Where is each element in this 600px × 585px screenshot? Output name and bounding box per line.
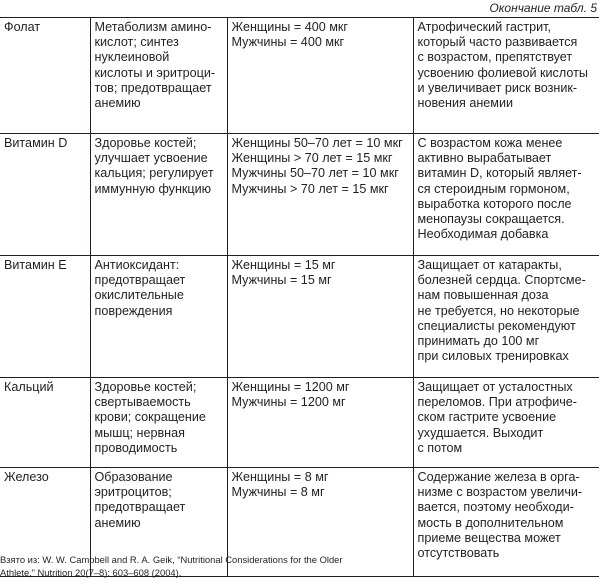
cell-note bbox=[413, 378, 599, 468]
cell-line: ся стероидным гормоном, bbox=[417, 181, 570, 196]
cell-note bbox=[413, 468, 599, 577]
cell-line: мость в дополнительном bbox=[417, 515, 564, 530]
cell-line: новения анемии bbox=[417, 96, 514, 111]
cell-line: и увеличивает риск возник- bbox=[417, 80, 578, 95]
cell-line: приеме вещества может bbox=[417, 530, 561, 545]
cell-line: Защищает от катаракты, bbox=[417, 258, 562, 272]
cell-line: окислительные bbox=[94, 288, 184, 303]
cell-line: вается, поэтому необходи- bbox=[417, 500, 574, 515]
table-row bbox=[0, 134, 599, 256]
source-line: Взято из: W. W. Campbell and R. A. Geik, “Nutritional Considerations for the Older bbox=[0, 554, 343, 565]
cell-line: менопаузы сокращается. bbox=[417, 212, 565, 227]
cell-line: предотвращает bbox=[94, 273, 186, 288]
cell-nutrient bbox=[0, 134, 90, 256]
cell-line: ском гастрите усвоение bbox=[417, 410, 557, 425]
cell-line: Женщины = 400 мкг bbox=[231, 20, 348, 34]
cell-note bbox=[413, 256, 599, 378]
source-note bbox=[0, 553, 440, 579]
cell-line: крови; сокращение bbox=[94, 410, 206, 425]
cell-line: улучшает усвоение bbox=[94, 151, 208, 166]
cell-line: Здоровье костей; bbox=[94, 380, 197, 394]
cell-line: анемию bbox=[94, 515, 141, 530]
cell-line: Здоровье костей; bbox=[94, 136, 197, 150]
cell-line: тов; предотвращает bbox=[94, 80, 212, 95]
cell-line: нам повышенная доза bbox=[417, 288, 549, 303]
cell-dose bbox=[227, 18, 413, 134]
cell-line: низме с возрастом увеличи- bbox=[417, 485, 583, 500]
cell-line: Мужчины > 70 лет = 15 мкг bbox=[231, 181, 389, 196]
cell-line: Мужчины = 15 мг bbox=[231, 273, 332, 288]
table-row bbox=[0, 256, 599, 378]
cell-line: Защищает от усталостных bbox=[417, 380, 573, 394]
cell-dose bbox=[227, 378, 413, 468]
cell-line: кальция; регулирует bbox=[94, 166, 214, 181]
cell-function bbox=[90, 134, 227, 256]
cell-line: Мужчины = 8 мг bbox=[231, 485, 325, 500]
cell-line: Фолат bbox=[4, 20, 41, 34]
cell-line: отсутствовать bbox=[417, 546, 500, 561]
cell-line: болезней сердца. Спортсме- bbox=[417, 273, 586, 288]
source-line: Athlete,” Nutrition 20(7–8): 603–608 (2004). bbox=[0, 567, 182, 578]
cell-line: мышц; нервная bbox=[94, 425, 185, 440]
cell-line: иммунную функцию bbox=[94, 181, 212, 196]
cell-line: при силовых тренировках bbox=[417, 349, 569, 364]
cell-line: Железо bbox=[4, 470, 49, 484]
cell-line: Антиоксидант: bbox=[94, 258, 180, 272]
cell-nutrient bbox=[0, 18, 90, 134]
cell-line: нуклеиновой bbox=[94, 50, 170, 65]
cell-line: Женщины 50–70 лет = 10 мкг bbox=[231, 136, 403, 150]
cell-line: переломов. При атрофиче- bbox=[417, 395, 578, 410]
cell-line: Витамин E bbox=[4, 258, 67, 272]
table-caption: Окончание табл. 5 bbox=[489, 1, 597, 15]
nutrients-table bbox=[0, 17, 599, 577]
cell-line: предотвращает bbox=[94, 500, 186, 515]
cell-line: эритроцитов; bbox=[94, 485, 172, 500]
cell-line: анемию bbox=[94, 96, 141, 111]
cell-nutrient bbox=[0, 378, 90, 468]
cell-line: Содержание железа в орга- bbox=[417, 470, 580, 484]
cell-line: Кальций bbox=[4, 380, 54, 394]
cell-line: специалисты рекомендуют bbox=[417, 318, 576, 333]
cell-line: активно вырабатывает bbox=[417, 151, 552, 166]
cell-line: Женщины = 1200 мг bbox=[231, 380, 350, 394]
cell-line: С возрастом кожа менее bbox=[417, 136, 563, 150]
cell-line: с возрастом, препятствует bbox=[417, 50, 573, 65]
cell-line: принимать до 100 мг bbox=[417, 334, 540, 349]
cell-line: кислоты и эритроци- bbox=[94, 65, 216, 80]
cell-dose bbox=[227, 256, 413, 378]
cell-line: Витамин D bbox=[4, 136, 68, 150]
cell-line: Женщины = 8 мг bbox=[231, 470, 329, 484]
cell-function bbox=[90, 18, 227, 134]
cell-dose bbox=[227, 134, 413, 256]
cell-note bbox=[413, 18, 599, 134]
cell-line: не требуется, но некоторые bbox=[417, 303, 580, 318]
cell-line: Женщины > 70 лет = 15 мкг bbox=[231, 151, 393, 166]
cell-line: кислот; синтез bbox=[94, 35, 179, 50]
cell-line: усвоению фолиевой кислоты bbox=[417, 65, 588, 80]
table-row bbox=[0, 378, 599, 468]
cell-line: свертываемость bbox=[94, 395, 191, 410]
cell-line: Женщины = 15 мг bbox=[231, 258, 336, 272]
cell-function bbox=[90, 378, 227, 468]
cell-line: Мужчины = 400 мкг bbox=[231, 35, 345, 50]
cell-line: витамин D, который являет- bbox=[417, 166, 582, 181]
cell-line: ухудшается. Выходит bbox=[417, 425, 544, 440]
cell-line: Атрофический гастрит, bbox=[417, 20, 552, 34]
cell-line: выработка которого после bbox=[417, 196, 572, 211]
cell-line: повреждения bbox=[94, 303, 173, 318]
cell-line: Мужчины = 1200 мг bbox=[231, 395, 346, 410]
cell-nutrient bbox=[0, 256, 90, 378]
cell-note bbox=[413, 134, 599, 256]
cell-line: проводимость bbox=[94, 440, 178, 455]
cell-line: который часто развивается bbox=[417, 35, 578, 50]
cell-line: Необходимая добавка bbox=[417, 227, 549, 242]
cell-line: Метаболизм амино- bbox=[94, 20, 212, 34]
cell-function bbox=[90, 256, 227, 378]
cell-line: с потом bbox=[417, 440, 463, 455]
table-row bbox=[0, 18, 599, 134]
cell-line: Мужчины 50–70 лет = 10 мкг bbox=[231, 166, 399, 181]
cell-line: Образование bbox=[94, 470, 173, 484]
